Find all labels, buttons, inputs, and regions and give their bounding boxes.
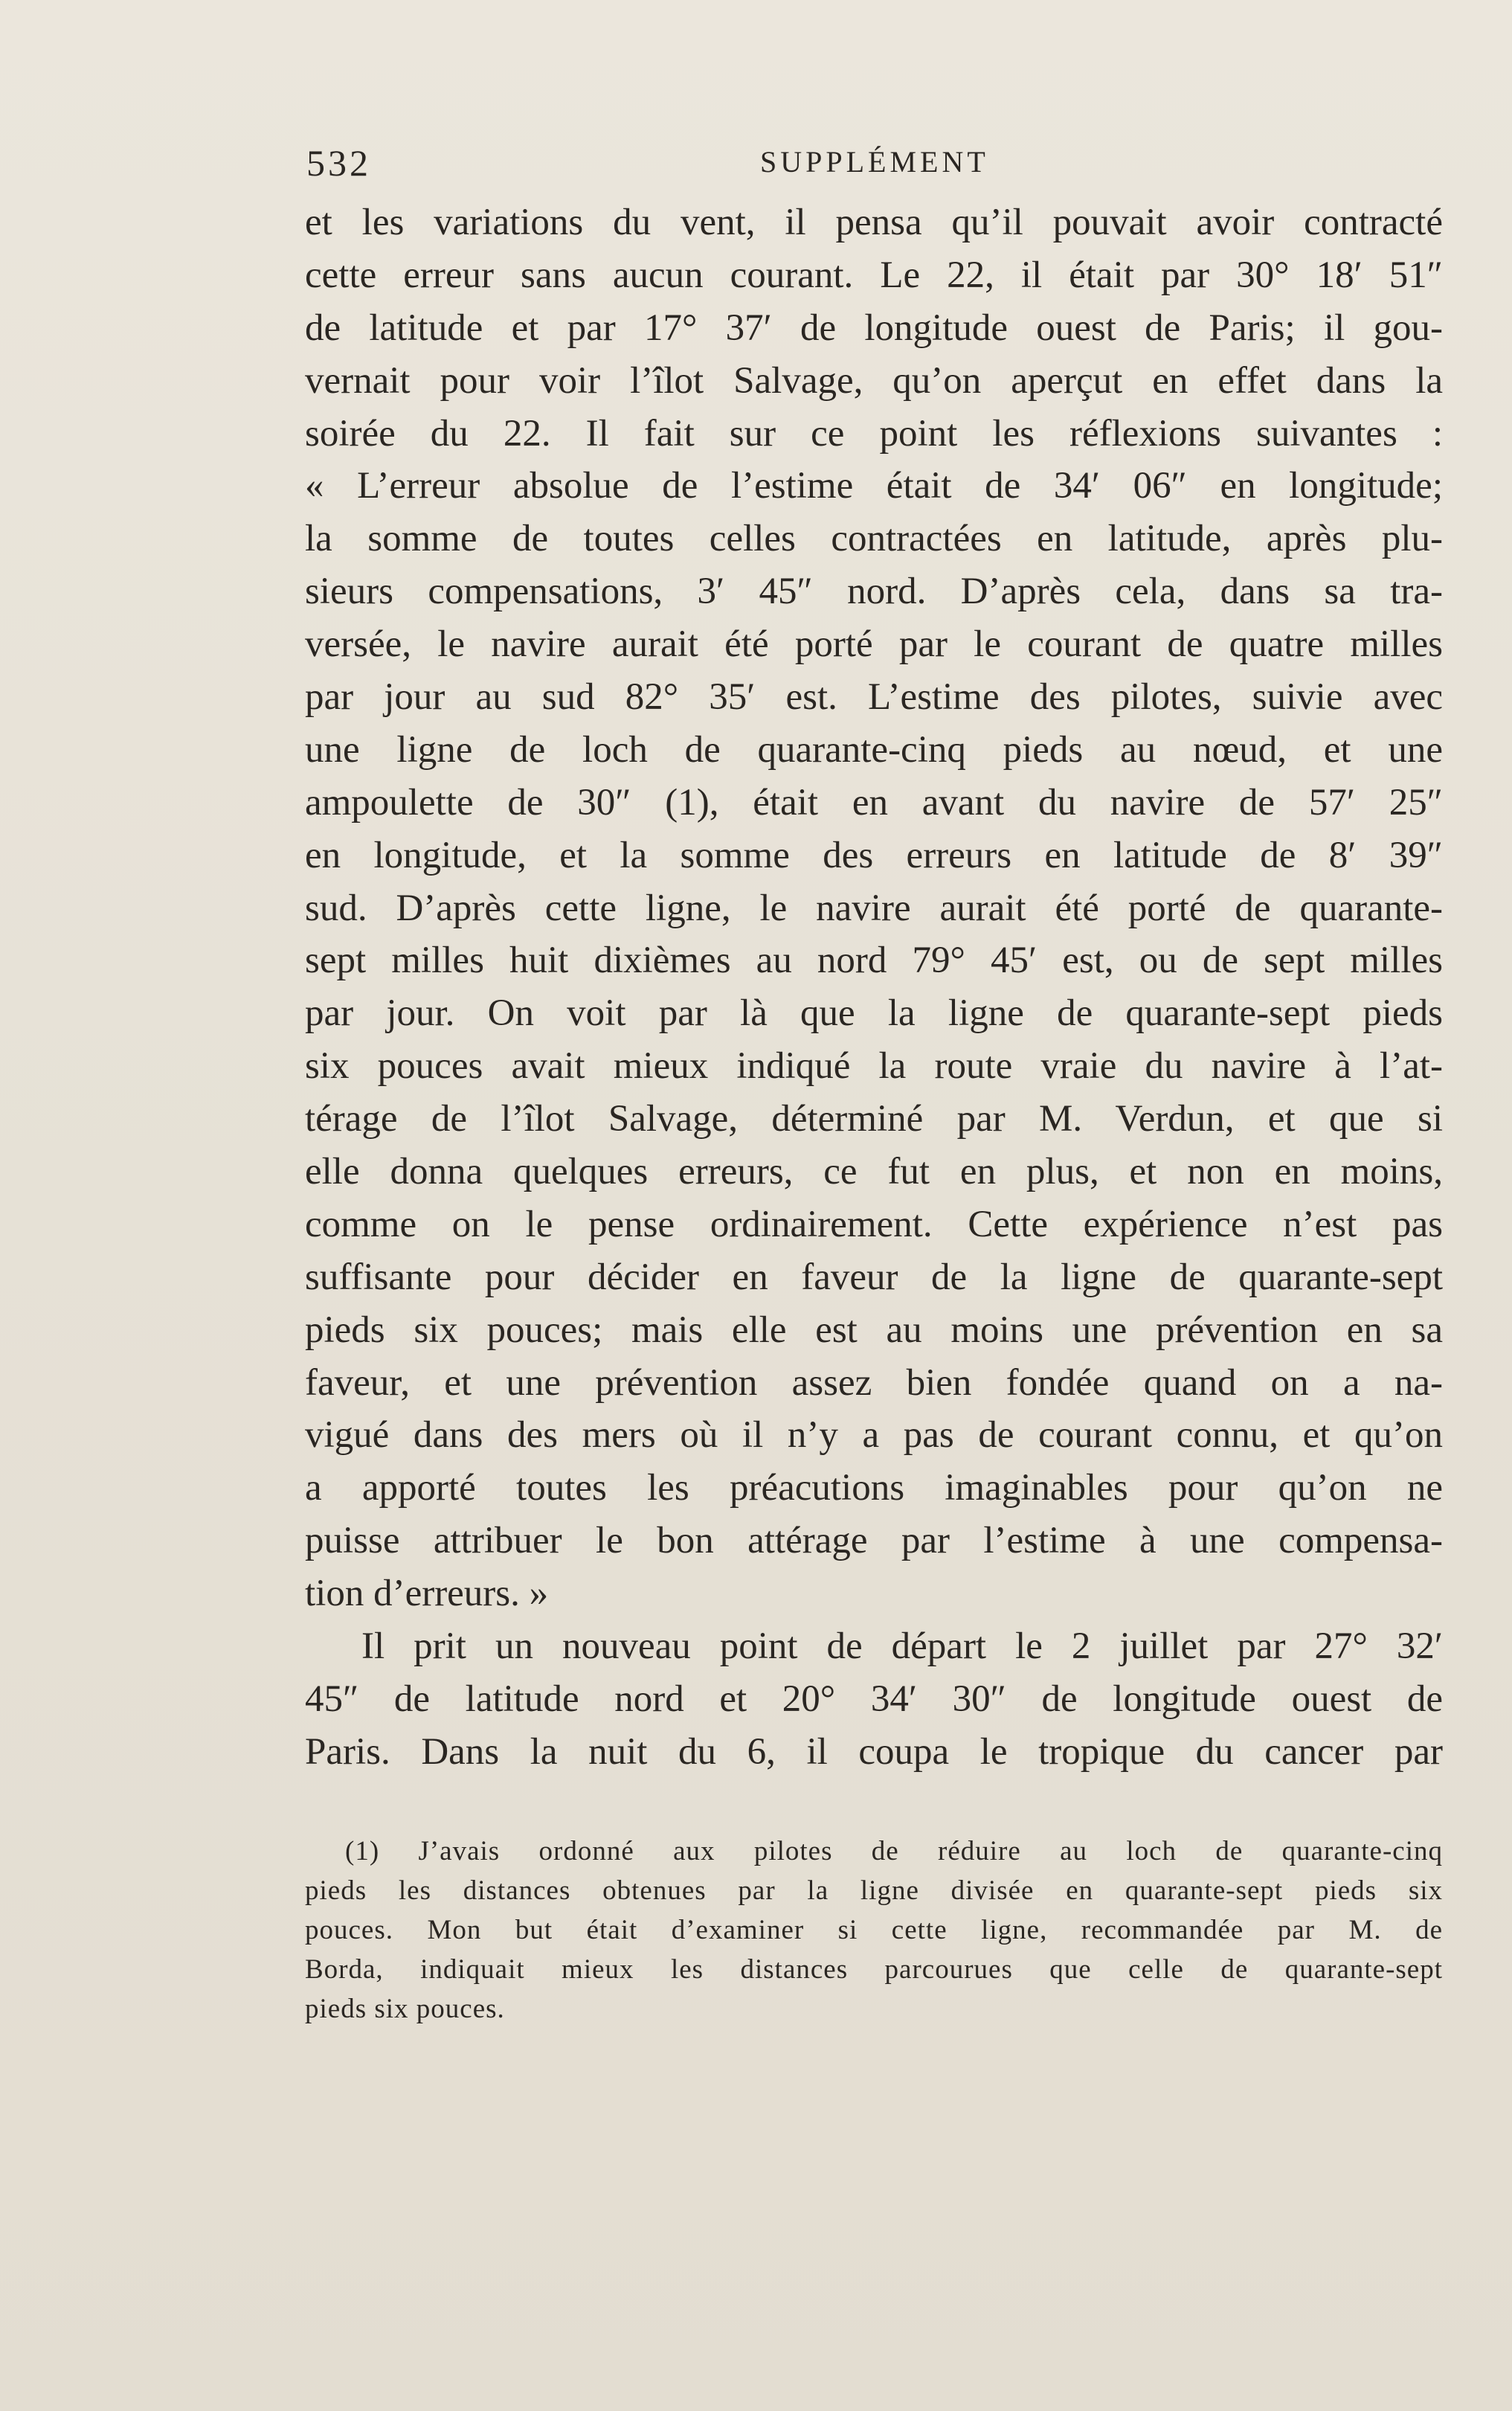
text-line: une ligne de loch de quarante-cinq pieds au nœud, et une	[305, 728, 1443, 771]
footnote-line: pieds les distances obtenues par la ligne divisée en quarante-sept pieds six	[305, 1875, 1443, 1906]
text-line: tion d’erreurs. »	[305, 1573, 549, 1615]
text-line: par jour. On voit par là que la ligne de quarante-sept pieds	[305, 992, 1443, 1035]
text-line: en longitude, et la somme des erreurs en latitude de 8′ 39″	[305, 834, 1443, 876]
text-line: et les variations du vent, il pensa qu’il pouvait avoir contracté	[305, 202, 1443, 243]
text-line: sieurs compensations, 3′ 45″ nord. D’après cela, dans sa tra-	[305, 571, 1443, 613]
text-line: sud. D’après cette ligne, le navire aurait été porté de quarante-	[305, 887, 1443, 929]
text-line: ampoulette de 30″ (1), était en avant du navire de 57′ 25″	[305, 781, 1443, 824]
text-line: puisse attribuer le bon attérage par l’estime à une compensa-	[305, 1520, 1443, 1562]
footnote	[305, 1831, 1443, 2029]
text-line: de latitude et par 17° 37′ de longitude ouest de Paris; il gou-	[305, 306, 1443, 349]
text-line: cette erreur sans aucun courant. Le 22, il était par 30° 18′ 51″	[305, 254, 1443, 296]
text-line: versée, le navire aurait été porté par le courant de quatre milles	[305, 623, 1443, 666]
footnote-line: (1) J’avais ordonné aux pilotes de réduire au loch de quarante-cinq	[345, 1836, 1443, 1866]
text-line: vernait pour voir l’îlot Salvage, qu’on aperçut en effet dans la	[305, 359, 1443, 402]
text-line: la somme de toutes celles contractées en latitude, après plu-	[305, 518, 1443, 560]
running-title: SUPPLÉMENT	[760, 145, 989, 179]
text-line: par jour au sud 82° 35′ est. L’estime des pilotes, suivie avec	[305, 676, 1443, 719]
footnote-line: pieds six pouces.	[305, 1994, 505, 2024]
text-line: six pouces avait mieux indiqué la route vraie du navire à l’at-	[305, 1045, 1443, 1088]
text-line: faveur, et une prévention assez bien fondée quand on a na-	[305, 1361, 1443, 1404]
text-line: a apporté toutes les préacutions imaginables pour qu’on ne	[305, 1467, 1443, 1509]
text-line: Il prit un nouveau point de départ le 2 juillet par 27° 32′	[361, 1625, 1443, 1668]
text-line: Paris. Dans la nuit du 6, il coupa le tropique du cancer par	[305, 1730, 1443, 1773]
body-text	[305, 196, 1443, 1779]
text-line: elle donna quelques erreurs, ce fut en plus, et non en moins,	[305, 1151, 1443, 1193]
text-line: sept milles huit dixièmes au nord 79° 45′ est, ou de sept milles	[305, 940, 1443, 982]
text-line: 45″ de latitude nord et 20° 34′ 30″ de longitude ouest de	[305, 1678, 1443, 1720]
page-header	[306, 141, 1443, 193]
text-line: « L’erreur absolue de l’estime était de 34′ 06″ en longitude;	[305, 465, 1443, 507]
text-line: suffisante pour décider en faveur de la ligne de quarante-sept	[305, 1256, 1443, 1298]
footnote-line: pouces. Mon but était d’examiner si cette ligne, recommandée par M. de	[305, 1915, 1443, 1945]
text-line: comme on le pense ordinairement. Cette expérience n’est pas	[305, 1203, 1443, 1245]
text-line: pieds six pouces; mais elle est au moins une prévention en sa	[305, 1309, 1443, 1351]
page-number: 532	[306, 142, 371, 184]
text-line: térage de l’îlot Salvage, déterminé par M. Verdun, et que si	[305, 1098, 1443, 1140]
text-line: vigué dans des mers où il n’y a pas de courant connu, et qu’on	[305, 1414, 1443, 1457]
text-line: soirée du 22. Il fait sur ce point les réflexions suivantes :	[305, 412, 1443, 455]
footnote-line: Borda, indiquait mieux les distances parcourues que celle de quarante-sept	[305, 1954, 1443, 1985]
